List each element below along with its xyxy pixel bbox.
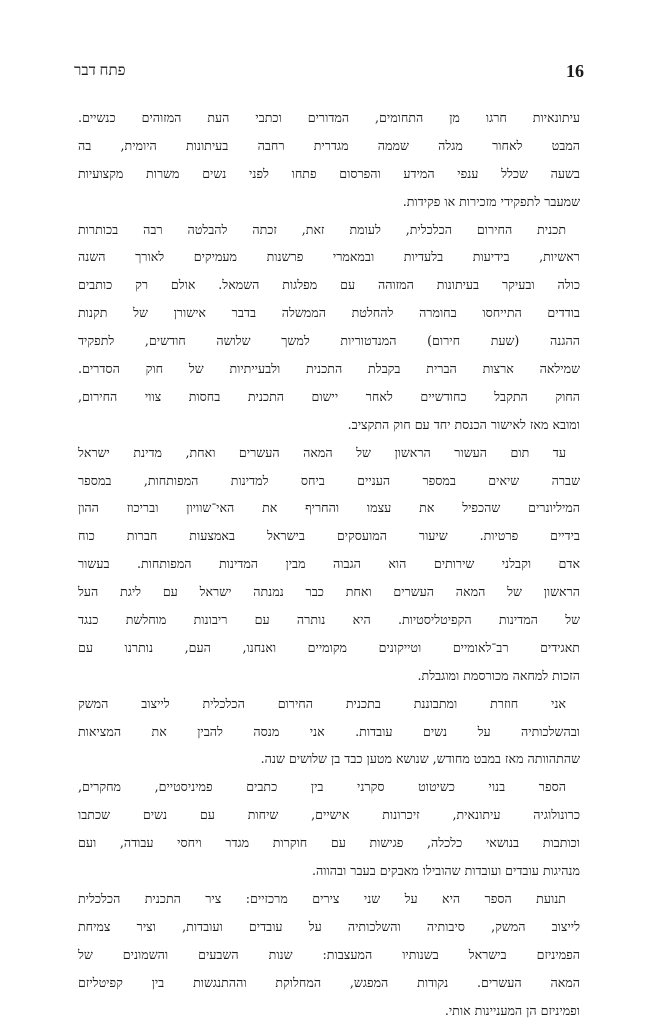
text-line: ומובא מאז לאישור הכנסת יחד עם חוק התקציב. <box>78 411 580 439</box>
running-header <box>74 60 584 82</box>
paragraph <box>78 690 580 774</box>
text-line: של המדינות הקפיטליסטיות. היא נותרה עם ריבונות מוחלשת כנגד <box>78 606 580 634</box>
text-line: כולה ובעיקר בעיתונות המזוהה עם מפלגות השמאל. אולם רק כותבים <box>78 271 580 299</box>
paragraph <box>78 885 580 1024</box>
text-line: וכותבות בנושאי כלכלה, פגישות עם חוקרות מגדר ויחסי עבודה, ועם <box>78 829 580 857</box>
text-line: הזכות למחאה מכורסמת ומוגבלת. <box>78 662 580 690</box>
body-text <box>78 104 580 1024</box>
text-line: המאה העשרים. נקודות המפגש, המחלוקת וההתנגשות בין קפיטליזם <box>78 969 580 997</box>
text-line: כרונולוגיה עיתונאית, זיכרונות אישיים, שיחות עם נשים שכתבו <box>78 801 580 829</box>
paragraph <box>78 773 580 885</box>
text-line: ההגנה (שעת חירום) המנדטוריות למשך שלושה חודשים, לתפקיד <box>78 327 580 355</box>
text-line: המבט לאחור מגלה שממה מגדרית רחבה בעיתונות היומית, בה <box>78 132 580 160</box>
text-line: עיתונאיות חרגו מן התחומים, המדורים וכתבי העת המזוהים כנשיים. <box>78 104 580 132</box>
text-line: שברה שיאים במספר העניים ביחס למדינות המפותחות, במספר <box>78 467 580 495</box>
paragraph <box>78 216 580 439</box>
text-line: הפמיניזם בישראל בשנותיו המעצבות: שנות השבעים והשמונים של <box>78 941 580 969</box>
page-number: 16 <box>566 60 584 82</box>
paragraph <box>78 439 580 690</box>
text-line: ראשיות, בידיעות בלעדיות ובמאמרי פרשנות מעמיקים לאורך השנה <box>78 243 580 271</box>
text-line: תאגידים רב־לאומיים וטייקונים מקומיים ואנחנו, העם, נותרנו עם <box>78 634 580 662</box>
text-line: הראשון של המאה העשרים ואחת כבר נמנתה ישראל עם ליגת העל <box>78 578 580 606</box>
text-line: בודדים התייחסו בחומרה להחלטת הממשלה בדבר אישורן של תקנות <box>78 299 580 327</box>
text-line: שמעבר לתפקידי מזכירות או פקידות. <box>78 188 580 216</box>
text-line: תכנית החירום הכלכלית, לעומת זאת, זכתה להבלטה רבה בכותרות <box>78 216 580 244</box>
text-line: ובהשלכותיה על נשים עובדות. אני מנסה להבין את המציאות <box>78 718 580 746</box>
text-line: המיליונרים שהכפיל את עצמו והחריף את האי־שוויון ובריכוז ההון <box>78 494 580 522</box>
text-line: שהתהוותה מאז במבט מחודש, שנושא מטען כבד בן שלושים שנה. <box>78 745 580 773</box>
text-line: תנועת הספר היא על שני צירים מרכזיים: ציר התכנית הכלכלית <box>78 885 580 913</box>
paragraph <box>78 104 580 216</box>
running-title: פתח דבר <box>74 60 125 82</box>
text-line: אדם וקבלני שירותים הוא הגבוה מבין המדינות המפותחות. בעשור <box>78 550 580 578</box>
text-line: שמילאה ארצות הברית בקבלת התכנית ולבעייתיות של חוק הסדרים. <box>78 355 580 383</box>
text-line: הספר בנוי כשיטוט סקרני בין כתבים פמיניסטיים, מחקרים, <box>78 773 580 801</box>
text-line: בשעה שכלל ענפי המידע והפרסום פתחו לפני נשים משרות מקצועיות <box>78 160 580 188</box>
text-line: עד תום העשור הראשון של המאה העשרים ואחת, מדינת ישראל <box>78 439 580 467</box>
text-line: החוק התקבל כחודשיים לאחר יישום התכנית בחסות צווי החירום, <box>78 383 580 411</box>
text-line: בידיים פרטיות. שיעור המועסקים בישראל באמצעות חברות כוח <box>78 522 580 550</box>
text-line: ופמיניזם הן המעניינות אותי. <box>78 997 580 1024</box>
text-line: אני חוזרת ומתבוננת בתכנית החירום הכלכלית לייצוב המשק <box>78 690 580 718</box>
text-line: מנהיגות עובדים ועובדות שהובילו מאבקים בעבר ובהווה. <box>78 857 580 885</box>
text-line: לייצוב המשק, סיבותיה והשלכותיה על עובדים ועובדות, וציר צמיחת <box>78 913 580 941</box>
